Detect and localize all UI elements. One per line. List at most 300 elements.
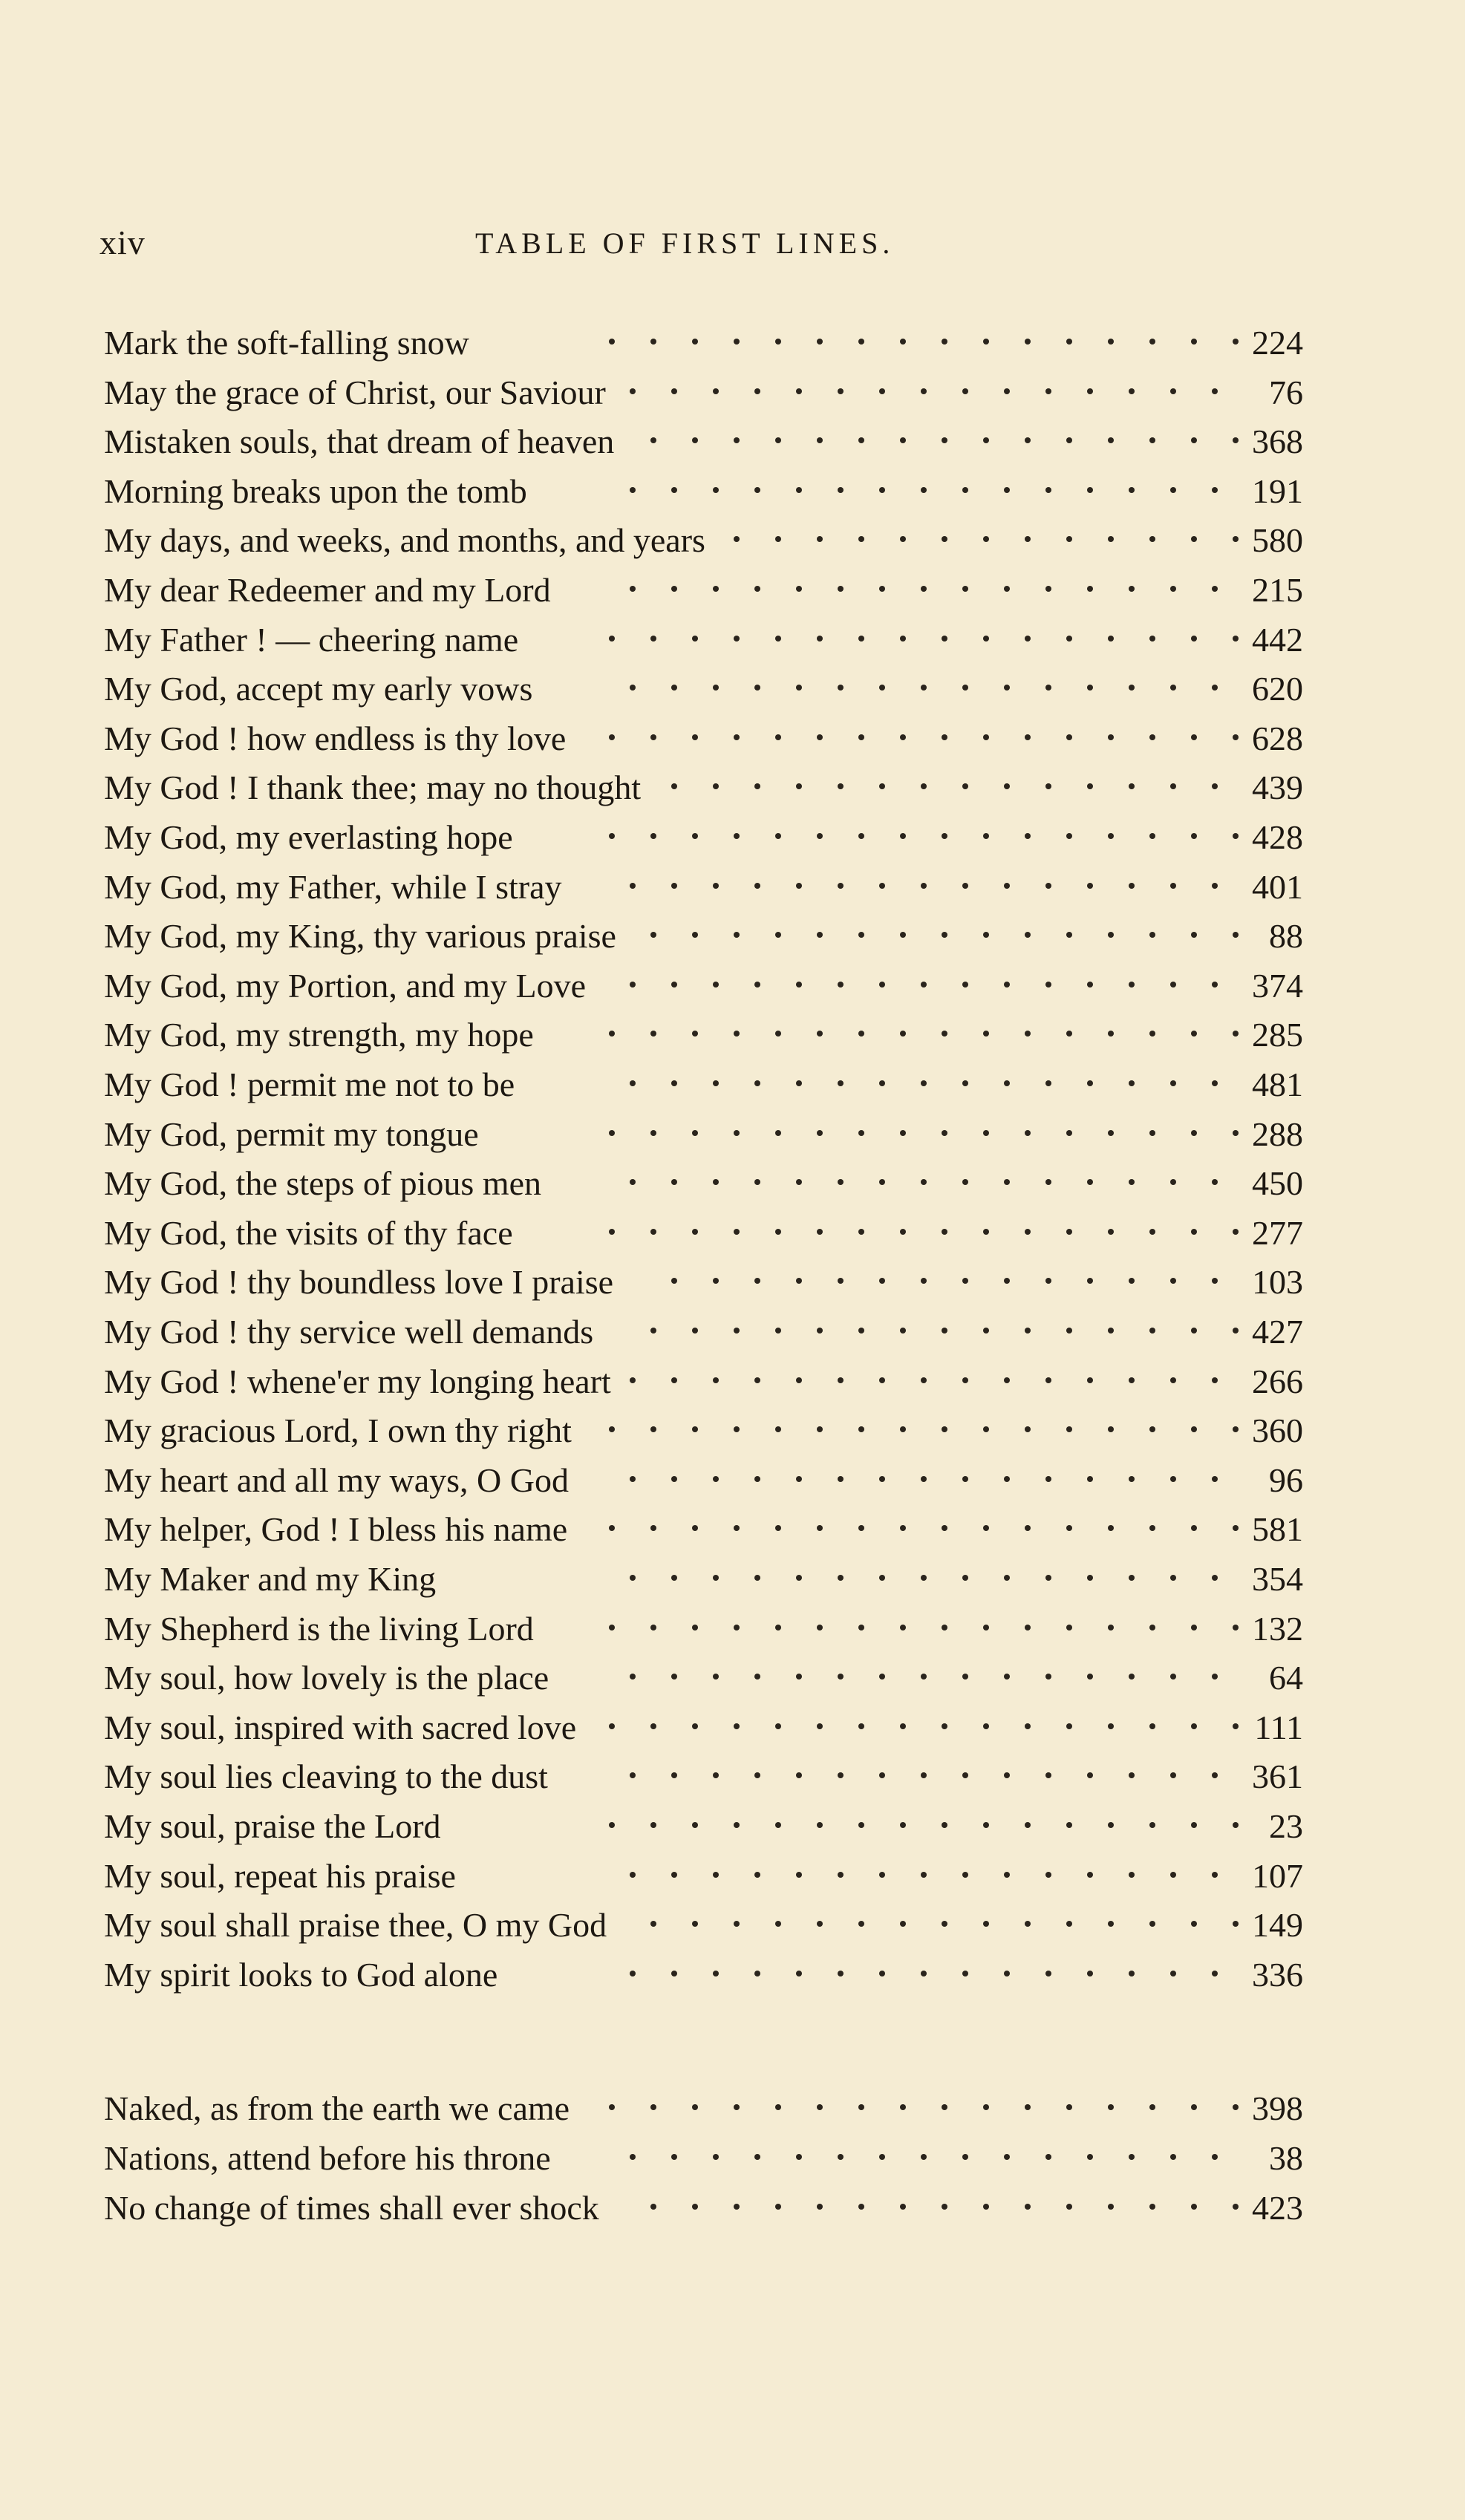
leader-dot <box>1066 932 1072 938</box>
page-reference: 285 <box>1252 1016 1303 1054</box>
leader-dot <box>1233 2204 1239 2210</box>
leader-dot <box>983 1426 989 1432</box>
leader-dot <box>1108 1426 1114 1432</box>
leader-dot <box>1045 2154 1051 2160</box>
leader-dot <box>962 388 968 394</box>
leader-dot <box>1004 586 1010 592</box>
leader-dot <box>1108 339 1114 345</box>
first-line-text: My God ! whene'er my longing heart <box>104 1362 611 1400</box>
leader-dot <box>1045 1377 1051 1383</box>
leader-dot <box>983 636 989 642</box>
leader-dot <box>1025 339 1031 345</box>
leader-dot <box>1004 1278 1010 1284</box>
page-reference: 374 <box>1252 967 1303 1005</box>
leader-dot <box>1129 388 1135 394</box>
leader-dot <box>650 1921 656 1927</box>
leader-dot <box>838 1080 844 1086</box>
leader-dot <box>1129 1575 1135 1581</box>
leader-dot <box>713 883 719 889</box>
page-reference: 481 <box>1252 1065 1303 1103</box>
leader-dot <box>630 586 636 592</box>
leader-dot <box>671 388 677 394</box>
leader-dot <box>713 783 719 789</box>
leader-dot <box>879 1278 885 1284</box>
leader-dot <box>1066 339 1072 345</box>
page-reference: 215 <box>1252 571 1303 609</box>
leader-dot <box>1233 536 1239 542</box>
leader-dot <box>1212 1971 1218 1976</box>
leader-dot <box>858 1031 864 1037</box>
leader-dot <box>962 783 968 789</box>
leader-dot <box>1149 2204 1155 2210</box>
toc-entry <box>0 1260 1465 1305</box>
toc-entry <box>0 2186 1465 2230</box>
leader-dot <box>650 1426 656 1432</box>
leader-dot <box>796 1476 802 1482</box>
toc-entry <box>0 1656 1465 1700</box>
leader-dot <box>921 1674 927 1680</box>
toc-entry <box>0 1408 1465 1453</box>
leader-dot <box>1004 1377 1010 1383</box>
leader-dot <box>1170 586 1176 592</box>
leader-dot <box>1170 982 1176 988</box>
leader-dot <box>1170 883 1176 889</box>
leader-dot <box>962 1971 968 1976</box>
page-reference: 360 <box>1252 1411 1303 1449</box>
leader-dot <box>858 1625 864 1631</box>
leader-dot <box>713 586 719 592</box>
leader-dot <box>1108 2204 1114 2210</box>
leader-dot <box>630 2154 636 2160</box>
leader-dot <box>692 1625 698 1631</box>
leader-dot <box>1066 536 1072 542</box>
page-reference: 266 <box>1252 1362 1303 1400</box>
first-line-text: My God ! I thank thee; may no thought <box>104 768 642 806</box>
leader-dot <box>713 388 719 394</box>
leader-dot <box>609 1426 615 1432</box>
leader-dot <box>754 1080 760 1086</box>
leader-dot <box>942 1130 947 1136</box>
leader-dot <box>1233 932 1239 938</box>
running-head: TABLE OF FIRST LINES. <box>475 226 895 260</box>
toc-entry <box>0 518 1465 563</box>
leader-dot <box>671 2154 677 2160</box>
leader-dot <box>713 1278 719 1284</box>
leader-dot <box>942 1229 947 1235</box>
leader-dot <box>1087 1377 1093 1383</box>
leader-dot <box>692 1031 698 1037</box>
leader-dot <box>900 1031 906 1037</box>
leader-dot <box>817 1229 823 1235</box>
leader-dot <box>1233 1822 1239 1828</box>
leader-dot <box>630 883 636 889</box>
leader-dot <box>734 536 740 542</box>
leader-dot <box>671 1179 677 1185</box>
leader-dot <box>734 437 740 443</box>
leader-dot <box>650 636 656 642</box>
leader-dot <box>1087 1278 1093 1284</box>
leader-dot <box>609 1723 615 1729</box>
leader-dot <box>900 1328 906 1334</box>
leader-dot <box>858 2204 864 2210</box>
leader-dot <box>671 1872 677 1878</box>
page-reference: 76 <box>1269 373 1303 411</box>
first-line-text: Morning breaks upon the tomb <box>104 472 527 510</box>
leader-dot <box>671 783 677 789</box>
leader-dot <box>900 1426 906 1432</box>
leader-dot <box>1045 1971 1051 1976</box>
leader-dot <box>900 437 906 443</box>
leader-dot <box>879 1377 885 1383</box>
leader-dot <box>1212 586 1218 592</box>
leader-dot <box>962 982 968 988</box>
leader-dot <box>983 1130 989 1136</box>
page-reference: 428 <box>1252 818 1303 856</box>
leader-dot <box>1066 1822 1072 1828</box>
leader-dot <box>734 734 740 740</box>
leader-dot <box>1108 1031 1114 1037</box>
leader-dot <box>796 1278 802 1284</box>
leader-dot <box>858 2104 864 2110</box>
leader-dot <box>838 1278 844 1284</box>
leader-dot <box>879 1179 885 1185</box>
leader-dot <box>609 734 615 740</box>
leader-dot <box>1191 833 1197 839</box>
leader-dot <box>1170 685 1176 691</box>
leader-dot <box>942 437 947 443</box>
leader-dot <box>713 1377 719 1383</box>
leader-dot <box>1233 1625 1239 1631</box>
leader-dot <box>983 1625 989 1631</box>
toc-entry <box>0 618 1465 662</box>
leader-dot <box>900 734 906 740</box>
leader-dot <box>1108 1525 1114 1531</box>
leader-dot <box>942 833 947 839</box>
leader-dot <box>838 1674 844 1680</box>
leader-dot <box>754 783 760 789</box>
toc-entry <box>0 1607 1465 1651</box>
leader-dot <box>1149 339 1155 345</box>
leader-dot <box>754 1872 760 1878</box>
leader-dot <box>713 1674 719 1680</box>
leader-dot <box>775 833 781 839</box>
leader-dot <box>692 1426 698 1432</box>
first-line-text: My God, my Portion, and my Love <box>104 967 587 1005</box>
leader-dot <box>734 1229 740 1235</box>
page-reference: 620 <box>1252 670 1303 708</box>
leader-dot <box>775 339 781 345</box>
leader-dot <box>900 339 906 345</box>
leader-dot <box>650 1031 656 1037</box>
leader-dot <box>692 833 698 839</box>
leader-dot <box>1129 586 1135 592</box>
leader-dot <box>900 1822 906 1828</box>
leader-dot <box>630 1476 636 1482</box>
leader-dot <box>921 1080 927 1086</box>
leader-dot <box>754 586 760 592</box>
toc-entry <box>0 1013 1465 1057</box>
leader-dot <box>1108 437 1114 443</box>
leader-dot <box>734 1723 740 1729</box>
page-reference: 368 <box>1252 422 1303 460</box>
leader-dot <box>1149 2104 1155 2110</box>
first-line-text: My soul, praise the Lord <box>104 1807 441 1845</box>
leader-dot <box>983 339 989 345</box>
leader-dot <box>1191 1525 1197 1531</box>
toc-entry <box>0 815 1465 860</box>
leader-dot <box>775 437 781 443</box>
leader-dot <box>1004 783 1010 789</box>
leader-dot <box>942 1625 947 1631</box>
leader-dot <box>1212 783 1218 789</box>
leader-dot <box>1066 1031 1072 1037</box>
leader-dot <box>650 2204 656 2210</box>
leader-dot <box>1129 2154 1135 2160</box>
leader-dot <box>671 487 677 493</box>
leader-dot <box>817 1328 823 1334</box>
leader-dot <box>858 1229 864 1235</box>
leader-dot <box>1087 1080 1093 1086</box>
leader-dot <box>838 586 844 592</box>
leader-dot <box>1087 388 1093 394</box>
leader-dot <box>817 932 823 938</box>
leader-dot <box>1087 883 1093 889</box>
toc-entry <box>0 914 1465 959</box>
leader-dot <box>609 1625 615 1631</box>
leader-dot <box>1212 1179 1218 1185</box>
leader-dot <box>900 2204 906 2210</box>
leader-dot <box>817 1921 823 1927</box>
leader-dot <box>796 783 802 789</box>
leader-dot <box>1233 1031 1239 1037</box>
leader-dot <box>630 685 636 691</box>
leader-dot <box>858 636 864 642</box>
toc-entry <box>0 865 1465 910</box>
leader-dot <box>1004 1179 1010 1185</box>
leader-dot <box>734 1822 740 1828</box>
leader-dot <box>1191 1723 1197 1729</box>
leader-dot <box>1212 487 1218 493</box>
leader-dot <box>754 1575 760 1581</box>
leader-dot <box>630 1971 636 1976</box>
leader-dot <box>1087 1476 1093 1482</box>
leader-dot <box>1004 388 1010 394</box>
leader-dot <box>1170 1872 1176 1878</box>
leader-dot <box>983 1525 989 1531</box>
leader-dot <box>775 1031 781 1037</box>
leader-dot <box>962 1476 968 1482</box>
leader-dot <box>1066 1426 1072 1432</box>
leader-dot <box>671 1971 677 1976</box>
leader-dot <box>1170 1377 1176 1383</box>
leader-dot <box>650 932 656 938</box>
leader-dot <box>1087 1872 1093 1878</box>
leader-dot <box>1087 982 1093 988</box>
leader-dot <box>609 833 615 839</box>
leader-dot <box>879 2154 885 2160</box>
leader-dot <box>838 1772 844 1778</box>
leader-dot <box>921 1278 927 1284</box>
leader-dot <box>983 2204 989 2210</box>
leader-dot <box>734 2104 740 2110</box>
page-reference: 628 <box>1252 719 1303 757</box>
leader-dot <box>838 883 844 889</box>
leader-dot <box>692 2204 698 2210</box>
leader-dot <box>1066 437 1072 443</box>
leader-dot <box>1004 1476 1010 1482</box>
leader-dot <box>775 2204 781 2210</box>
leader-dot <box>671 685 677 691</box>
page-reference: 581 <box>1252 1510 1303 1548</box>
toc-entry <box>0 321 1465 365</box>
leader-dot <box>1149 536 1155 542</box>
leader-dot <box>921 2154 927 2160</box>
leader-dot <box>1045 1772 1051 1778</box>
leader-dot <box>921 586 927 592</box>
leader-dot <box>1170 487 1176 493</box>
leader-dot <box>630 982 636 988</box>
leader-dot <box>609 2104 615 2110</box>
first-line-text: My dear Redeemer and my Lord <box>104 571 551 609</box>
toc-entry <box>0 964 1465 1008</box>
leader-dot <box>942 1723 947 1729</box>
leader-dot <box>775 1426 781 1432</box>
leader-dot <box>858 734 864 740</box>
leader-dot <box>650 1723 656 1729</box>
leader-dot <box>671 1674 677 1680</box>
leader-dot <box>1108 833 1114 839</box>
leader-dot <box>1149 1328 1155 1334</box>
leader-dot <box>1129 1872 1135 1878</box>
leader-dot <box>1045 1080 1051 1086</box>
first-line-text: My God, my strength, my hope <box>104 1016 534 1054</box>
leader-dot <box>671 1278 677 1284</box>
leader-dot <box>921 487 927 493</box>
page-number: xiv <box>99 223 146 261</box>
page-reference: 288 <box>1252 1115 1303 1153</box>
leader-dot <box>754 1772 760 1778</box>
leader-dot <box>1045 685 1051 691</box>
leader-dot <box>1045 1278 1051 1284</box>
leader-dot <box>962 1179 968 1185</box>
leader-dot <box>858 536 864 542</box>
leader-dot <box>1045 783 1051 789</box>
leader-dot <box>1066 2104 1072 2110</box>
leader-dot <box>1191 1822 1197 1828</box>
page-reference: 354 <box>1252 1560 1303 1598</box>
leader-dot <box>1025 2104 1031 2110</box>
leader-dot <box>1191 1328 1197 1334</box>
leader-dot <box>1191 932 1197 938</box>
leader-dot <box>734 2204 740 2210</box>
leader-dot <box>817 437 823 443</box>
leader-dot <box>1108 1723 1114 1729</box>
leader-dot <box>983 1822 989 1828</box>
first-line-text: My God, my everlasting hope <box>104 818 513 856</box>
leader-dot <box>921 1377 927 1383</box>
leader-dot <box>713 1476 719 1482</box>
leader-dot <box>879 685 885 691</box>
leader-dot <box>817 536 823 542</box>
leader-dot <box>942 932 947 938</box>
leader-dot <box>1233 1328 1239 1334</box>
leader-dot <box>713 1575 719 1581</box>
leader-dot <box>921 685 927 691</box>
leader-dot <box>942 1426 947 1432</box>
leader-dot <box>900 1525 906 1531</box>
leader-dot <box>671 1080 677 1086</box>
leader-dot <box>1108 1130 1114 1136</box>
leader-dot <box>671 1772 677 1778</box>
leader-dot <box>1108 932 1114 938</box>
page-reference: 450 <box>1252 1164 1303 1202</box>
leader-dot <box>609 1822 615 1828</box>
leader-dot <box>1045 883 1051 889</box>
leader-dot <box>1191 734 1197 740</box>
leader-dot <box>796 388 802 394</box>
toc-entry <box>0 1804 1465 1849</box>
leader-dot <box>1025 2204 1031 2210</box>
first-line-text: May the grace of Christ, our Saviour <box>104 373 606 411</box>
leader-dot <box>1087 685 1093 691</box>
leader-dot <box>630 1080 636 1086</box>
page-reference: 149 <box>1252 1906 1303 1944</box>
leader-dot <box>650 1525 656 1531</box>
leader-dot <box>1149 437 1155 443</box>
leader-dot <box>796 1575 802 1581</box>
leader-dot <box>900 2104 906 2110</box>
leader-dot <box>1170 1674 1176 1680</box>
leader-dot <box>796 883 802 889</box>
leader-dot <box>962 883 968 889</box>
leader-dot <box>754 883 760 889</box>
leader-dot <box>900 1723 906 1729</box>
leader-dot <box>796 1179 802 1185</box>
leader-dot <box>921 883 927 889</box>
leader-dot <box>858 1822 864 1828</box>
first-line-text: My God ! how endless is thy love <box>104 719 567 757</box>
leader-dot <box>1170 1278 1176 1284</box>
leader-dot <box>838 1179 844 1185</box>
leader-dot <box>1045 1674 1051 1680</box>
leader-dot <box>942 2104 947 2110</box>
leader-dot <box>817 1822 823 1828</box>
leader-dot <box>692 932 698 938</box>
leader-dot <box>921 1179 927 1185</box>
leader-dot <box>713 1971 719 1976</box>
toc-entry <box>0 1310 1465 1354</box>
page-reference: 224 <box>1252 324 1303 362</box>
leader-dot <box>1233 1426 1239 1432</box>
leader-dot <box>1129 1179 1135 1185</box>
page-reference: 88 <box>1269 917 1303 955</box>
leader-dot <box>754 1179 760 1185</box>
leader-dot <box>1045 388 1051 394</box>
leader-dot <box>1087 1971 1093 1976</box>
toc-entry <box>0 1705 1465 1750</box>
leader-dot <box>1149 1723 1155 1729</box>
leader-dot <box>858 1426 864 1432</box>
leader-dot <box>1149 1031 1155 1037</box>
leader-dot <box>1191 339 1197 345</box>
leader-dot <box>1170 1971 1176 1976</box>
toc-entry <box>0 2136 1465 2181</box>
leader-dot <box>1129 982 1135 988</box>
leader-dot <box>1066 1625 1072 1631</box>
leader-dot <box>817 734 823 740</box>
leader-dot <box>838 1575 844 1581</box>
leader-dot <box>671 1476 677 1482</box>
